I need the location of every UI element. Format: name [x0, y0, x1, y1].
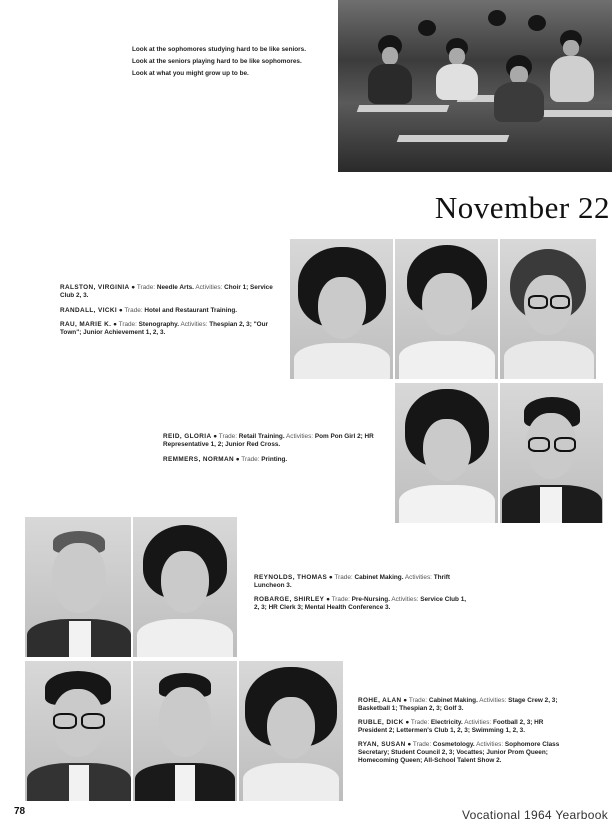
portrait-reynolds	[25, 517, 131, 657]
student-trade: Printing.	[261, 456, 288, 463]
page-number: 78	[14, 806, 26, 817]
student-name: ROBARGE, SHIRLEY	[254, 596, 325, 603]
trade-label: Trade:	[118, 321, 137, 328]
student-entry: ROHE, ALAN ● Trade: Cabinet Making. Activities: Stage Crew 2, 3; Basketball 1; Thespian 2, 3; Golf 3.	[358, 697, 558, 712]
portrait-ryan	[239, 661, 343, 801]
student-name: REYNOLDS, THOMAS	[254, 574, 328, 581]
student-entry: REID, GLORIA ● Trade: Retail Training. Activities: Pom Pon Girl 2; HR Representative 1, 2; Junior Red Cross.	[163, 433, 374, 448]
student-activities: Stage Crew 2, 3; Basketball 1; Thespian 2, 3; Golf 3.	[358, 697, 558, 712]
student-name: RYAN, SUSAN	[358, 741, 406, 748]
portrait-ralston	[290, 239, 393, 379]
student-trade: Cabinet Making.	[354, 574, 404, 581]
classroom-photo	[338, 0, 612, 172]
student-name: RAU, MARIE K.	[60, 321, 112, 328]
portrait-robarge	[133, 517, 237, 657]
trade-label: Trade:	[408, 697, 428, 704]
portrait-rau	[500, 239, 596, 379]
activities-label: Activities:	[286, 433, 314, 440]
activities-label: Activities:	[391, 596, 419, 603]
trade-label: Trade:	[136, 284, 156, 291]
student-trade: Pre-Nursing.	[351, 596, 390, 603]
activities-label: Activities:	[464, 719, 492, 726]
student-name: REMMERS, NORMAN	[163, 456, 234, 463]
student-activities: Thrift Luncheon 3.	[254, 574, 451, 589]
activities-label: Activities:	[479, 697, 507, 704]
student-activities: Football 2, 3; HR President 2; Lettermen's Club 1, 2, 3; Swimming 1, 2, 3.	[358, 719, 544, 734]
trade-label: Trade:	[218, 433, 238, 440]
intro-line: Look at what you might grow up to be.	[132, 70, 249, 77]
trade-label: Trade:	[124, 307, 143, 314]
student-entry: RAU, MARIE K. ● Trade: Stenography. Activities: Thespian 2, 3; "Our Town"; Junior Achievement 1, 2, 3.	[60, 321, 269, 336]
student-name: ROHE, ALAN	[358, 697, 402, 704]
portrait-randall	[395, 239, 498, 379]
student-trade: Cosmetology.	[432, 741, 475, 748]
student-entry: RYAN, SUSAN ● Trade: Cosmetology. Activities: Sophomore Class Secretary; Student Council 2, 3; Vocattes; Junior Prom Queen; Homecoming Queen; All-School Talent Show 2.	[358, 741, 560, 764]
portrait-ruble	[133, 661, 237, 801]
student-trade: Hotel and Restaurant Training.	[144, 307, 238, 314]
intro-line: Look at the seniors playing hard to be like sophomores.	[132, 58, 302, 65]
activities-label: Activities:	[404, 574, 432, 581]
intro-caption	[132, 44, 332, 80]
intro-line: Look at the sophomores studying hard to be like seniors.	[132, 46, 306, 53]
student-activities: Pom Pon Girl 2; HR Representative 1, 2; Junior Red Cross.	[163, 433, 374, 448]
student-entry: ROBARGE, SHIRLEY ● Trade: Pre-Nursing. Activities: Service Club 1, 2, 3; HR Clerk 3; Mental Health Conference 3.	[254, 596, 467, 611]
trade-label: Trade:	[331, 596, 350, 603]
portrait-remmers	[500, 383, 603, 523]
student-activities: Choir 1; Service Club 2, 3.	[60, 284, 273, 299]
student-activities: Thespian 2, 3; "Our Town"; Junior Achievement 1, 2, 3.	[60, 321, 269, 336]
student-trade: Needle Arts.	[156, 284, 194, 291]
student-activities: Service Club 1, 2, 3; HR Clerk 3; Mental Health Conference 3.	[254, 596, 467, 611]
trade-label: Trade:	[410, 719, 430, 726]
date-heading: November 22	[434, 190, 610, 225]
student-trade: Stenography.	[138, 321, 180, 328]
portrait-rohe	[25, 661, 131, 801]
student-trade: Retail Training.	[238, 433, 285, 440]
activities-label: Activities:	[476, 741, 504, 748]
student-entry: RALSTON, VIRGINIA ● Trade: Needle Arts. Activities: Choir 1; Service Club 2, 3.	[60, 284, 273, 299]
student-name: RANDALL, VICKI	[60, 307, 118, 314]
portrait-reid	[395, 383, 498, 523]
student-name: RUBLE, DICK	[358, 719, 404, 726]
trade-label: Trade:	[334, 574, 353, 581]
student-name: RALSTON, VIRGINIA	[60, 284, 130, 291]
student-entry: RANDALL, VICKI ● Trade: Hotel and Restaurant Training.	[60, 307, 238, 314]
student-entry: REYNOLDS, THOMAS ● Trade: Cabinet Making. Activities: Thrift Luncheon 3.	[254, 574, 451, 589]
student-trade: Cabinet Making.	[428, 697, 478, 704]
student-entry: RUBLE, DICK ● Trade: Electricity. Activities: Football 2, 3; HR President 2; Lettermen's Club 1, 2, 3; Swimming 1, 2, 3.	[358, 719, 544, 734]
student-trade: Electricity.	[430, 719, 463, 726]
student-activities: Sophomore Class Secretary; Student Council 2, 3; Vocattes; Junior Prom Queen; Homecoming Queen; All-School Talent Show 2.	[358, 741, 560, 764]
student-entry: REMMERS, NORMAN ● Trade: Printing.	[163, 456, 288, 463]
watermark: Vocational 1964 Yearbook	[462, 808, 608, 822]
activities-label: Activities:	[195, 284, 223, 291]
trade-label: Trade:	[241, 456, 260, 463]
trade-label: Trade:	[412, 741, 432, 748]
student-name: REID, GLORIA	[163, 433, 212, 440]
activities-label: Activities:	[180, 321, 208, 328]
